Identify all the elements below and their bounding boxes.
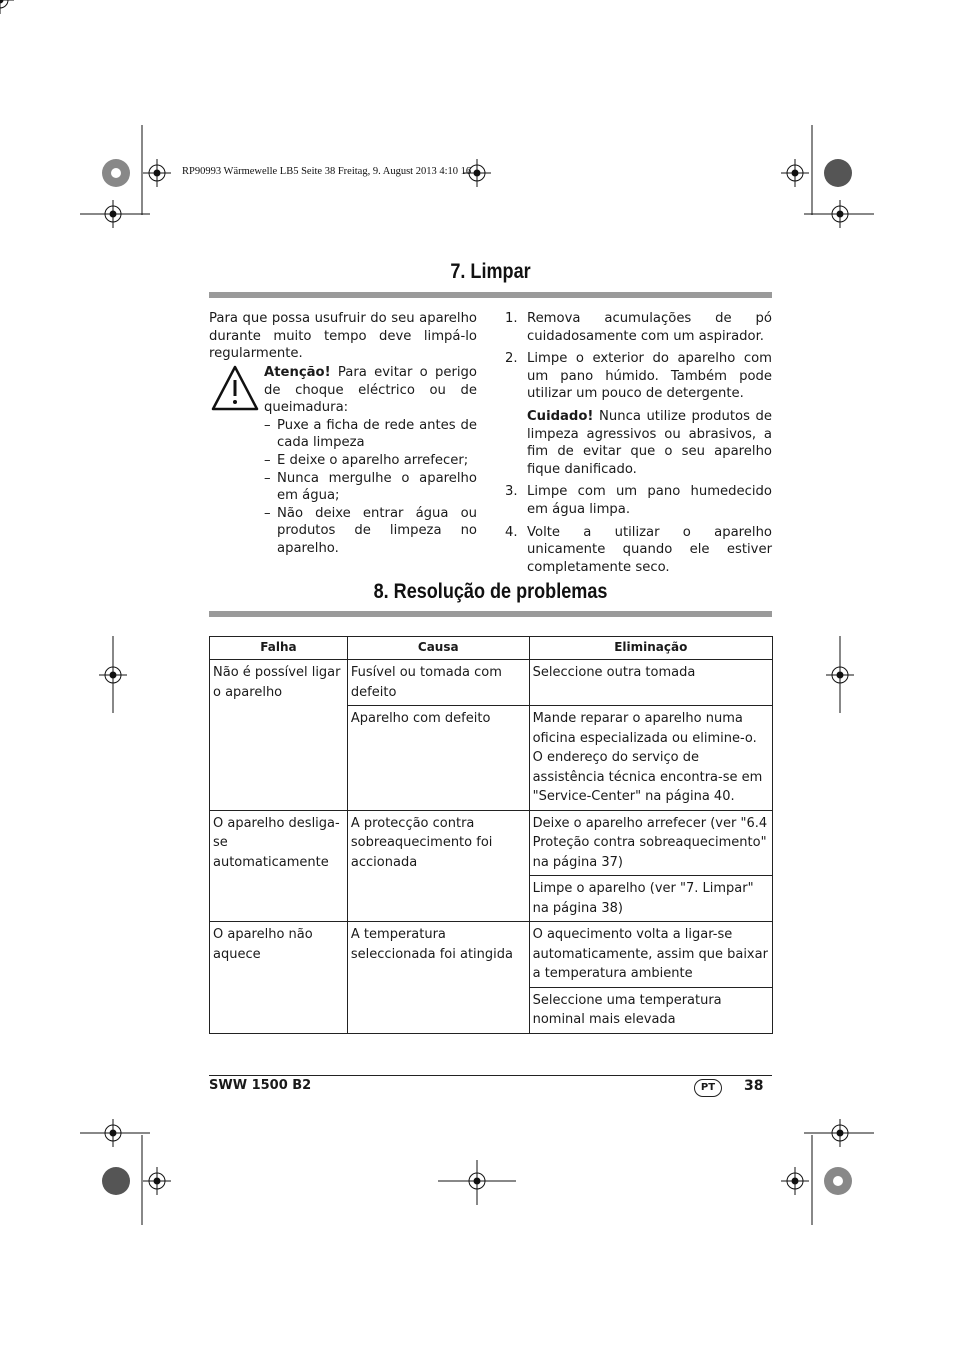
step-item: 4. Volte a utilizar o aparelho unicamente quando ele estiver completamente seco.: [505, 524, 772, 575]
section-7-rule: [209, 292, 772, 298]
footer-model: SWW 1500 B2: [209, 1078, 312, 1093]
remedy-cell: Limpe o aparelho (ver "7. Limpar" na página 38): [529, 876, 772, 922]
cause-cell: A temperatura seleccionada foi atingida: [347, 922, 529, 1034]
cause-cell: Aparelho com defeito: [347, 706, 529, 811]
warning-item: – Nunca mergulhe o aparelho em água;: [264, 470, 477, 504]
fault-cell: Não é possível ligar o aparelho: [210, 660, 348, 811]
cleaning-steps: [505, 310, 772, 576]
warning-label: Atenção!: [264, 365, 331, 380]
remedy-cell: Deixe o aparelho arrefecer (ver "6.4 Proteção contra sobreaquecimento" na página 37): [529, 810, 772, 876]
caution-label: Cuidado!: [527, 408, 594, 424]
warning-item: – Puxe a ficha de rede antes de cada limpeza: [264, 417, 477, 451]
header-cause: Causa: [347, 637, 529, 660]
print-info: RP90993 Wärmewelle LB5 Seite 38 Freitag, 9. August 2013 4:10 16: [182, 166, 472, 177]
fault-cell: O aparelho desliga-se automaticamente: [210, 810, 348, 922]
caution-note: [505, 408, 772, 478]
caution-text: Nunca utilize produtos de limpeza agressivos ou abrasivos, a fim de evitar que o seu aparelho fique danificado.: [527, 408, 772, 477]
section-7-intro: Para que possa usufruir do seu aparelho durante muito tempo deve limpá-lo regularmente.: [209, 311, 477, 362]
table-row: [210, 922, 773, 988]
footer-rule: [209, 1075, 772, 1076]
remedy-cell: Mande reparar o aparelho numa oficina especializada ou elimine-o. O endereço do serviço de assistência técnica encontra-se em "Service-Center" na página 40.: [529, 706, 772, 811]
header-fault: Falha: [210, 637, 348, 660]
warning-triangle-icon: [210, 364, 260, 412]
warning-intro: [264, 364, 477, 417]
remedy-cell: O aquecimento volta a ligar-se automaticamente, assim que baixar a temperatura ambiente: [529, 922, 772, 988]
section-8-rule: [209, 611, 772, 617]
table-header-row: [210, 637, 773, 660]
fault-cell: O aparelho não aquece: [210, 922, 348, 1034]
remedy-cell: Seleccione uma temperatura nominal mais elevada: [529, 987, 772, 1033]
warning-item: – Não deixe entrar água ou produtos de limpeza no aparelho.: [264, 505, 477, 556]
step-item: 3. Limpe com um pano humedecido em água limpa.: [505, 484, 772, 517]
warning-block: [264, 364, 477, 558]
table-row: [210, 660, 773, 706]
table-row: [210, 810, 773, 876]
step-item: 2. Limpe o exterior do aparelho com um pano húmido. Também pode utilizar um pouco de detergente.: [505, 351, 772, 402]
cause-cell: Fusível ou tomada com defeito: [347, 660, 529, 706]
warning-text: Para evitar o perigo de choque eléctrico ou de queimadura:: [264, 365, 477, 416]
cause-cell: A protecção contra sobreaquecimento foi accionada: [347, 810, 529, 922]
troubleshooting-table: [209, 636, 773, 1034]
language-badge: PT: [694, 1079, 722, 1097]
header-remedy: Eliminação: [529, 637, 772, 660]
section-7-title: 7. Limpar: [450, 260, 531, 283]
section-8-title: 8. Resolução de problemas: [373, 580, 608, 603]
page-number: 38: [744, 1078, 764, 1094]
warning-item: – E deixe o aparelho arrefecer;: [264, 452, 469, 468]
step-item: 1. Remova acumulações de pó cuidadosamente com um aspirador.: [505, 311, 772, 344]
remedy-cell: Seleccione outra tomada: [529, 660, 772, 706]
